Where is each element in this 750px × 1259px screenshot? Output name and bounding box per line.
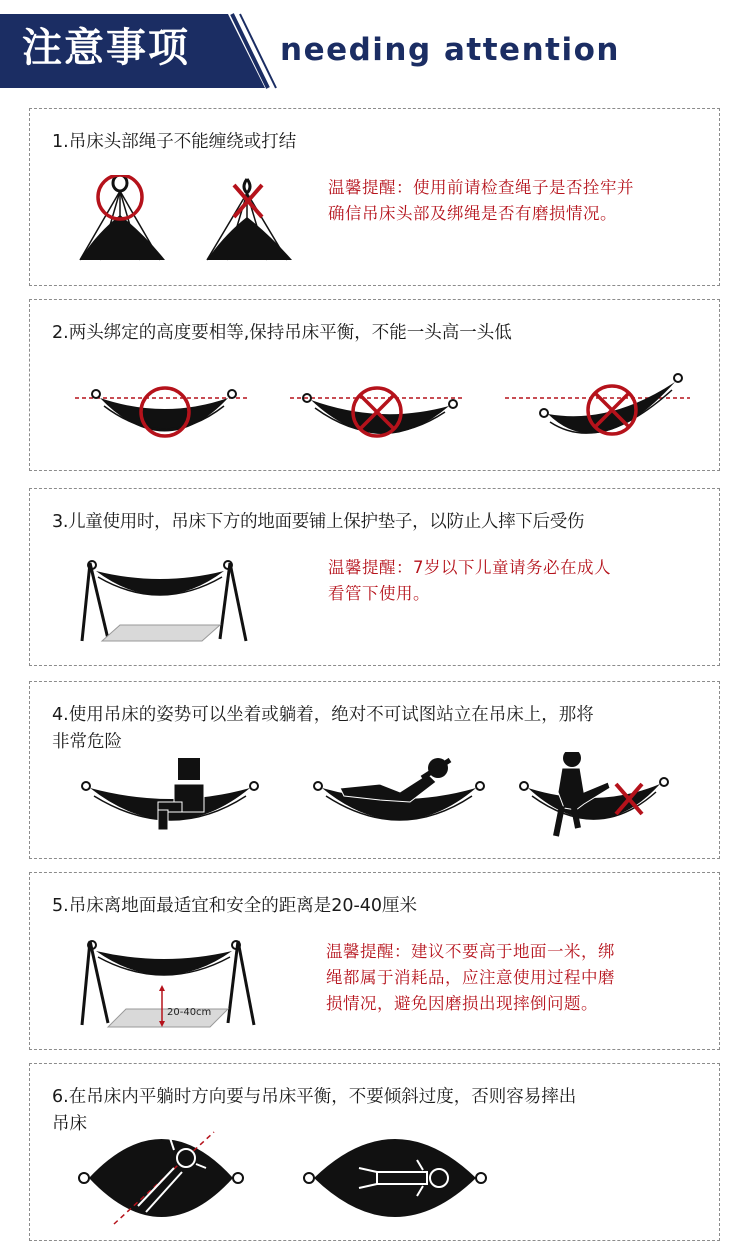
person-standing-wrong-icon (520, 752, 668, 836)
hammock-stand-icon (82, 941, 254, 1027)
section-1 (29, 108, 720, 286)
posture-illustration (78, 752, 698, 852)
rope-knot-illustration (70, 175, 310, 275)
section-3 (29, 488, 720, 666)
height-label: 20-40cm (167, 1007, 212, 1018)
hammock-right-high-icon (505, 374, 690, 434)
lying-aligned-correct-icon (304, 1139, 486, 1217)
section-title: 3.儿童使用时，吊床下方的地面要铺上保护垫子，以防止人摔下后受伤 (52, 512, 585, 532)
hammock-stand-icon (82, 561, 246, 641)
hammock-head-correct-icon (80, 175, 165, 260)
hammock-level-correct-icon (75, 388, 250, 436)
section-4 (29, 681, 720, 859)
page-subtitle: needing attention (280, 32, 620, 68)
ground-distance-illustration (70, 927, 290, 1037)
child-safety-mat-illustration (70, 549, 280, 649)
section-note: 温馨提醒：使用前请检查绳子是否拴牢并 确信吊床头部及绑绳是否有磨损情况。 (328, 178, 634, 223)
person-lying-icon (314, 758, 484, 820)
page-header (0, 0, 750, 100)
page-title: 注意事项 (22, 25, 190, 71)
lying-diagonal-wrong-icon (79, 1132, 243, 1224)
section-note: 温馨提醒：7岁以下儿童请务必在成人 看管下使用。 (328, 558, 611, 603)
section-note: 温馨提醒：建议不要高于地面一米，绑 绳都属于消耗品，应注意使用过程中磨 损情况，避免因磨损出现摔倒问题。 (326, 942, 615, 1013)
section-title: 4.使用吊床的姿势可以坐着或躺着，绝对不可试图站立在吊床上，那将 非常危险 (52, 705, 594, 752)
section-5 (29, 872, 720, 1050)
section-6 (29, 1063, 720, 1241)
hammock-left-low-icon (290, 388, 465, 436)
person-sitting-icon (82, 758, 258, 830)
section-2 (29, 299, 720, 471)
hammock-head-knotted-icon (207, 179, 292, 260)
section-title: 1.吊床头部绳子不能缠绕或打结 (52, 132, 297, 152)
section-title: 6.在吊床内平躺时方向要与吊床平衡，不要倾斜过度，否则容易摔出 吊床 (52, 1087, 577, 1134)
balance-height-illustration (70, 370, 710, 460)
lying-direction-illustration (74, 1128, 494, 1236)
section-title: 5.吊床离地面最适宜和安全的距离是20-40厘米 (52, 896, 418, 916)
section-title: 2.两头绑定的高度要相等,保持吊床平衡，不能一头高一头低 (52, 323, 512, 343)
